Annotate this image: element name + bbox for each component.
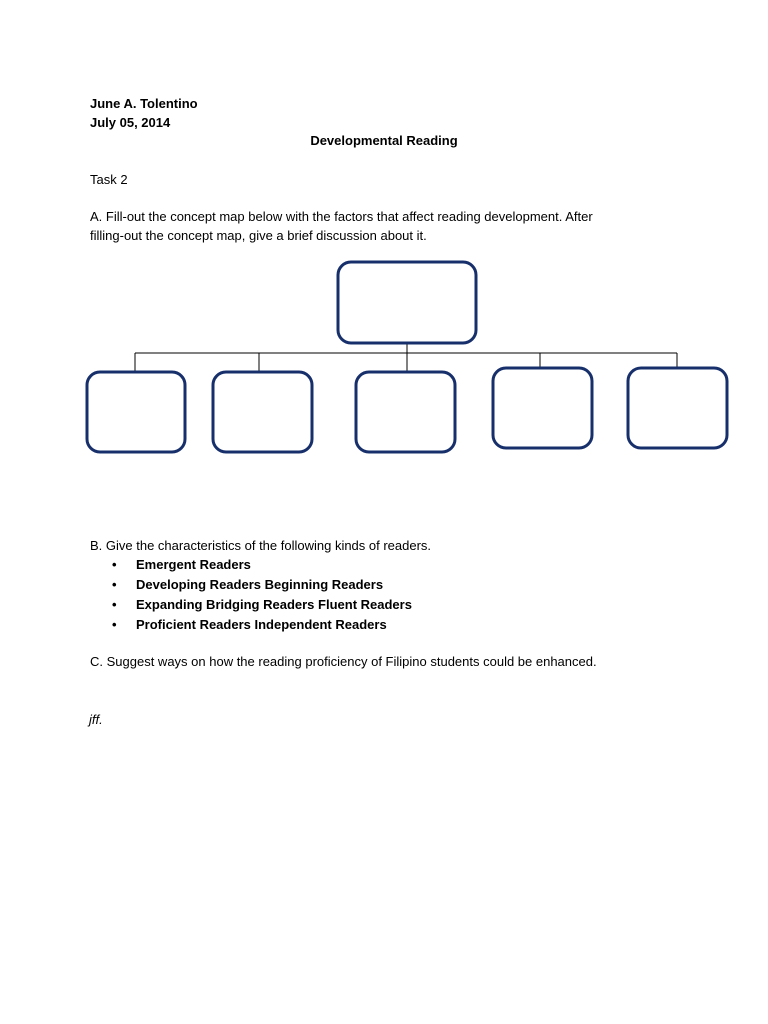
list-item (90, 615, 412, 635)
bullet-glyph: • (112, 597, 117, 612)
section-b-instruction: B. Give the characteristics of the following kinds of readers. (90, 538, 432, 553)
concept-box-factor-5 (628, 368, 727, 448)
concept-box-factor-1 (87, 372, 185, 452)
document-date: July 05, 2014 (90, 115, 171, 130)
section-a-instruction-line-2: filling-out the concept map, give a brief discussion about it. (90, 228, 427, 243)
concept-box-factor-3 (356, 372, 455, 452)
document-title-text: Developmental Reading (310, 133, 458, 148)
concept-map-connectors (135, 343, 677, 372)
section-a-instruction-line-1: A. Fill-out the concept map below with the factors that affect reading development. After (90, 209, 593, 224)
concept-map (0, 255, 768, 460)
list-item (90, 595, 412, 615)
document-title (0, 131, 768, 150)
list-item-text: Emergent Readers (136, 557, 251, 572)
signoff: jff. (89, 712, 103, 727)
bullet-glyph: • (112, 557, 117, 572)
list-item-text: Developing Readers Beginning Readers (136, 577, 384, 592)
list-item-text: Expanding Bridging Readers Fluent Readers (136, 597, 412, 612)
list-item-text: Proficient Readers Independent Readers (136, 617, 387, 632)
concept-box-main (338, 262, 476, 343)
author-name: June A. Tolentino (90, 96, 198, 111)
concept-box-factor-4 (493, 368, 592, 448)
reader-kinds-list (90, 555, 412, 635)
list-item (90, 555, 412, 575)
section-c-instruction: C. Suggest ways on how the reading proficiency of Filipino students could be enhanced. (90, 654, 597, 669)
bullet-glyph: • (112, 617, 117, 632)
concept-box-factor-2 (213, 372, 312, 452)
task-label: Task 2 (90, 172, 128, 187)
bullet-glyph: • (112, 577, 117, 592)
list-item (90, 575, 412, 595)
